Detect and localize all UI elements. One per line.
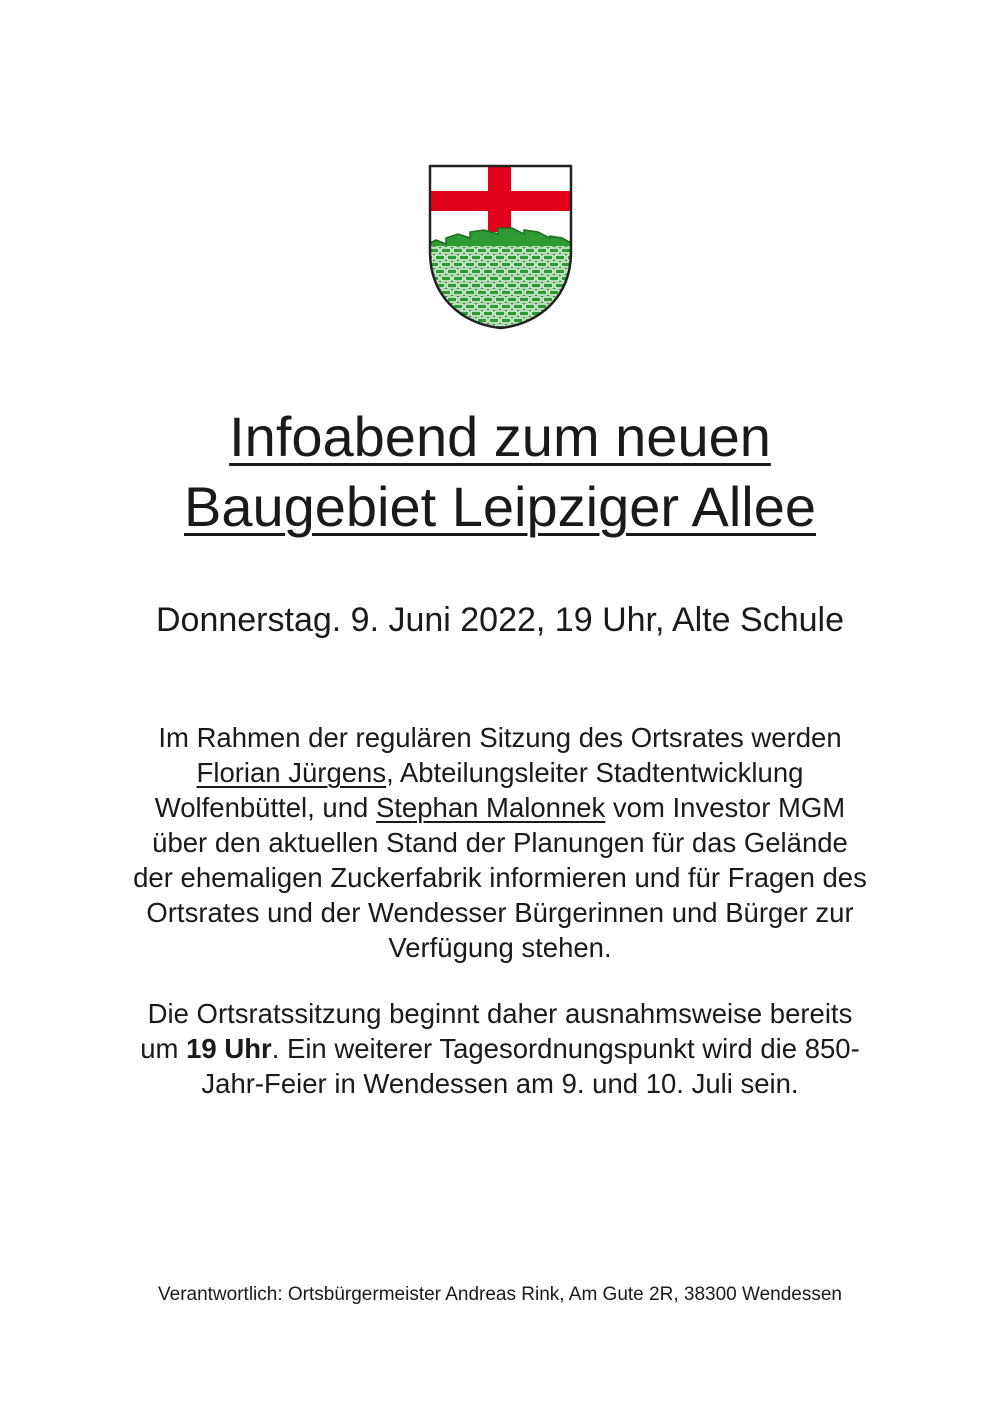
title-line-2: Baugebiet Leipziger Allee (183, 475, 817, 538)
meeting-time: 19 Uhr (186, 1033, 272, 1064)
p2-line-2-start: um (140, 1033, 187, 1064)
title-line-1: Infoabend zum neuen (229, 405, 771, 468)
p1-line-3-rest: vom Investor MGM (605, 792, 846, 823)
p2-line-3: Jahr-Feier in Wendessen am 9. und 10. Juli sein. (201, 1068, 799, 1099)
event-date-location: Donnerstag. 9. Juni 2022, 19 Uhr, Alte Schule (155, 601, 844, 639)
p1-line-5: der ehemaligen Zuckerfabrik informieren und für Fragen des (133, 862, 867, 893)
footer-responsible: Verantwortlich: Ortsbürgermeister Andreas Rink, Am Gute 2R, 38300 Wendessen (158, 1284, 842, 1305)
p1-line-6: Ortsrates und der Wendesser Bürgerinnen und Bürger zur (146, 897, 854, 928)
p1-line-1: Im Rahmen der regulären Sitzung des Ortsrates werden (158, 722, 842, 753)
info-paragraph (60, 720, 940, 965)
p1-line-4: über den aktuellen Stand der Planungen für das Gelände (152, 827, 848, 858)
p2-line-1: Die Ortsratssitzung beginnt daher ausnahmsweise bereits (147, 998, 853, 1029)
page-title (0, 402, 1000, 542)
speaker-name-2: Stephan Malonnek (375, 792, 606, 823)
speaker-name-1: Florian Jürgens (196, 757, 387, 788)
meeting-paragraph (60, 996, 940, 1101)
p1-line-7: Verfügung stehen. (388, 932, 612, 963)
p1-line-2-rest: , Abteilungsleiter Stadtentwicklung (386, 757, 804, 788)
p1-line-3-start: Wolfenbüttel, und (154, 792, 376, 823)
wendessen-coat-of-arms-icon (428, 164, 573, 330)
p2-line-2-rest: . Ein weiterer Tagesordnungspunkt wird die 850- (271, 1033, 860, 1064)
